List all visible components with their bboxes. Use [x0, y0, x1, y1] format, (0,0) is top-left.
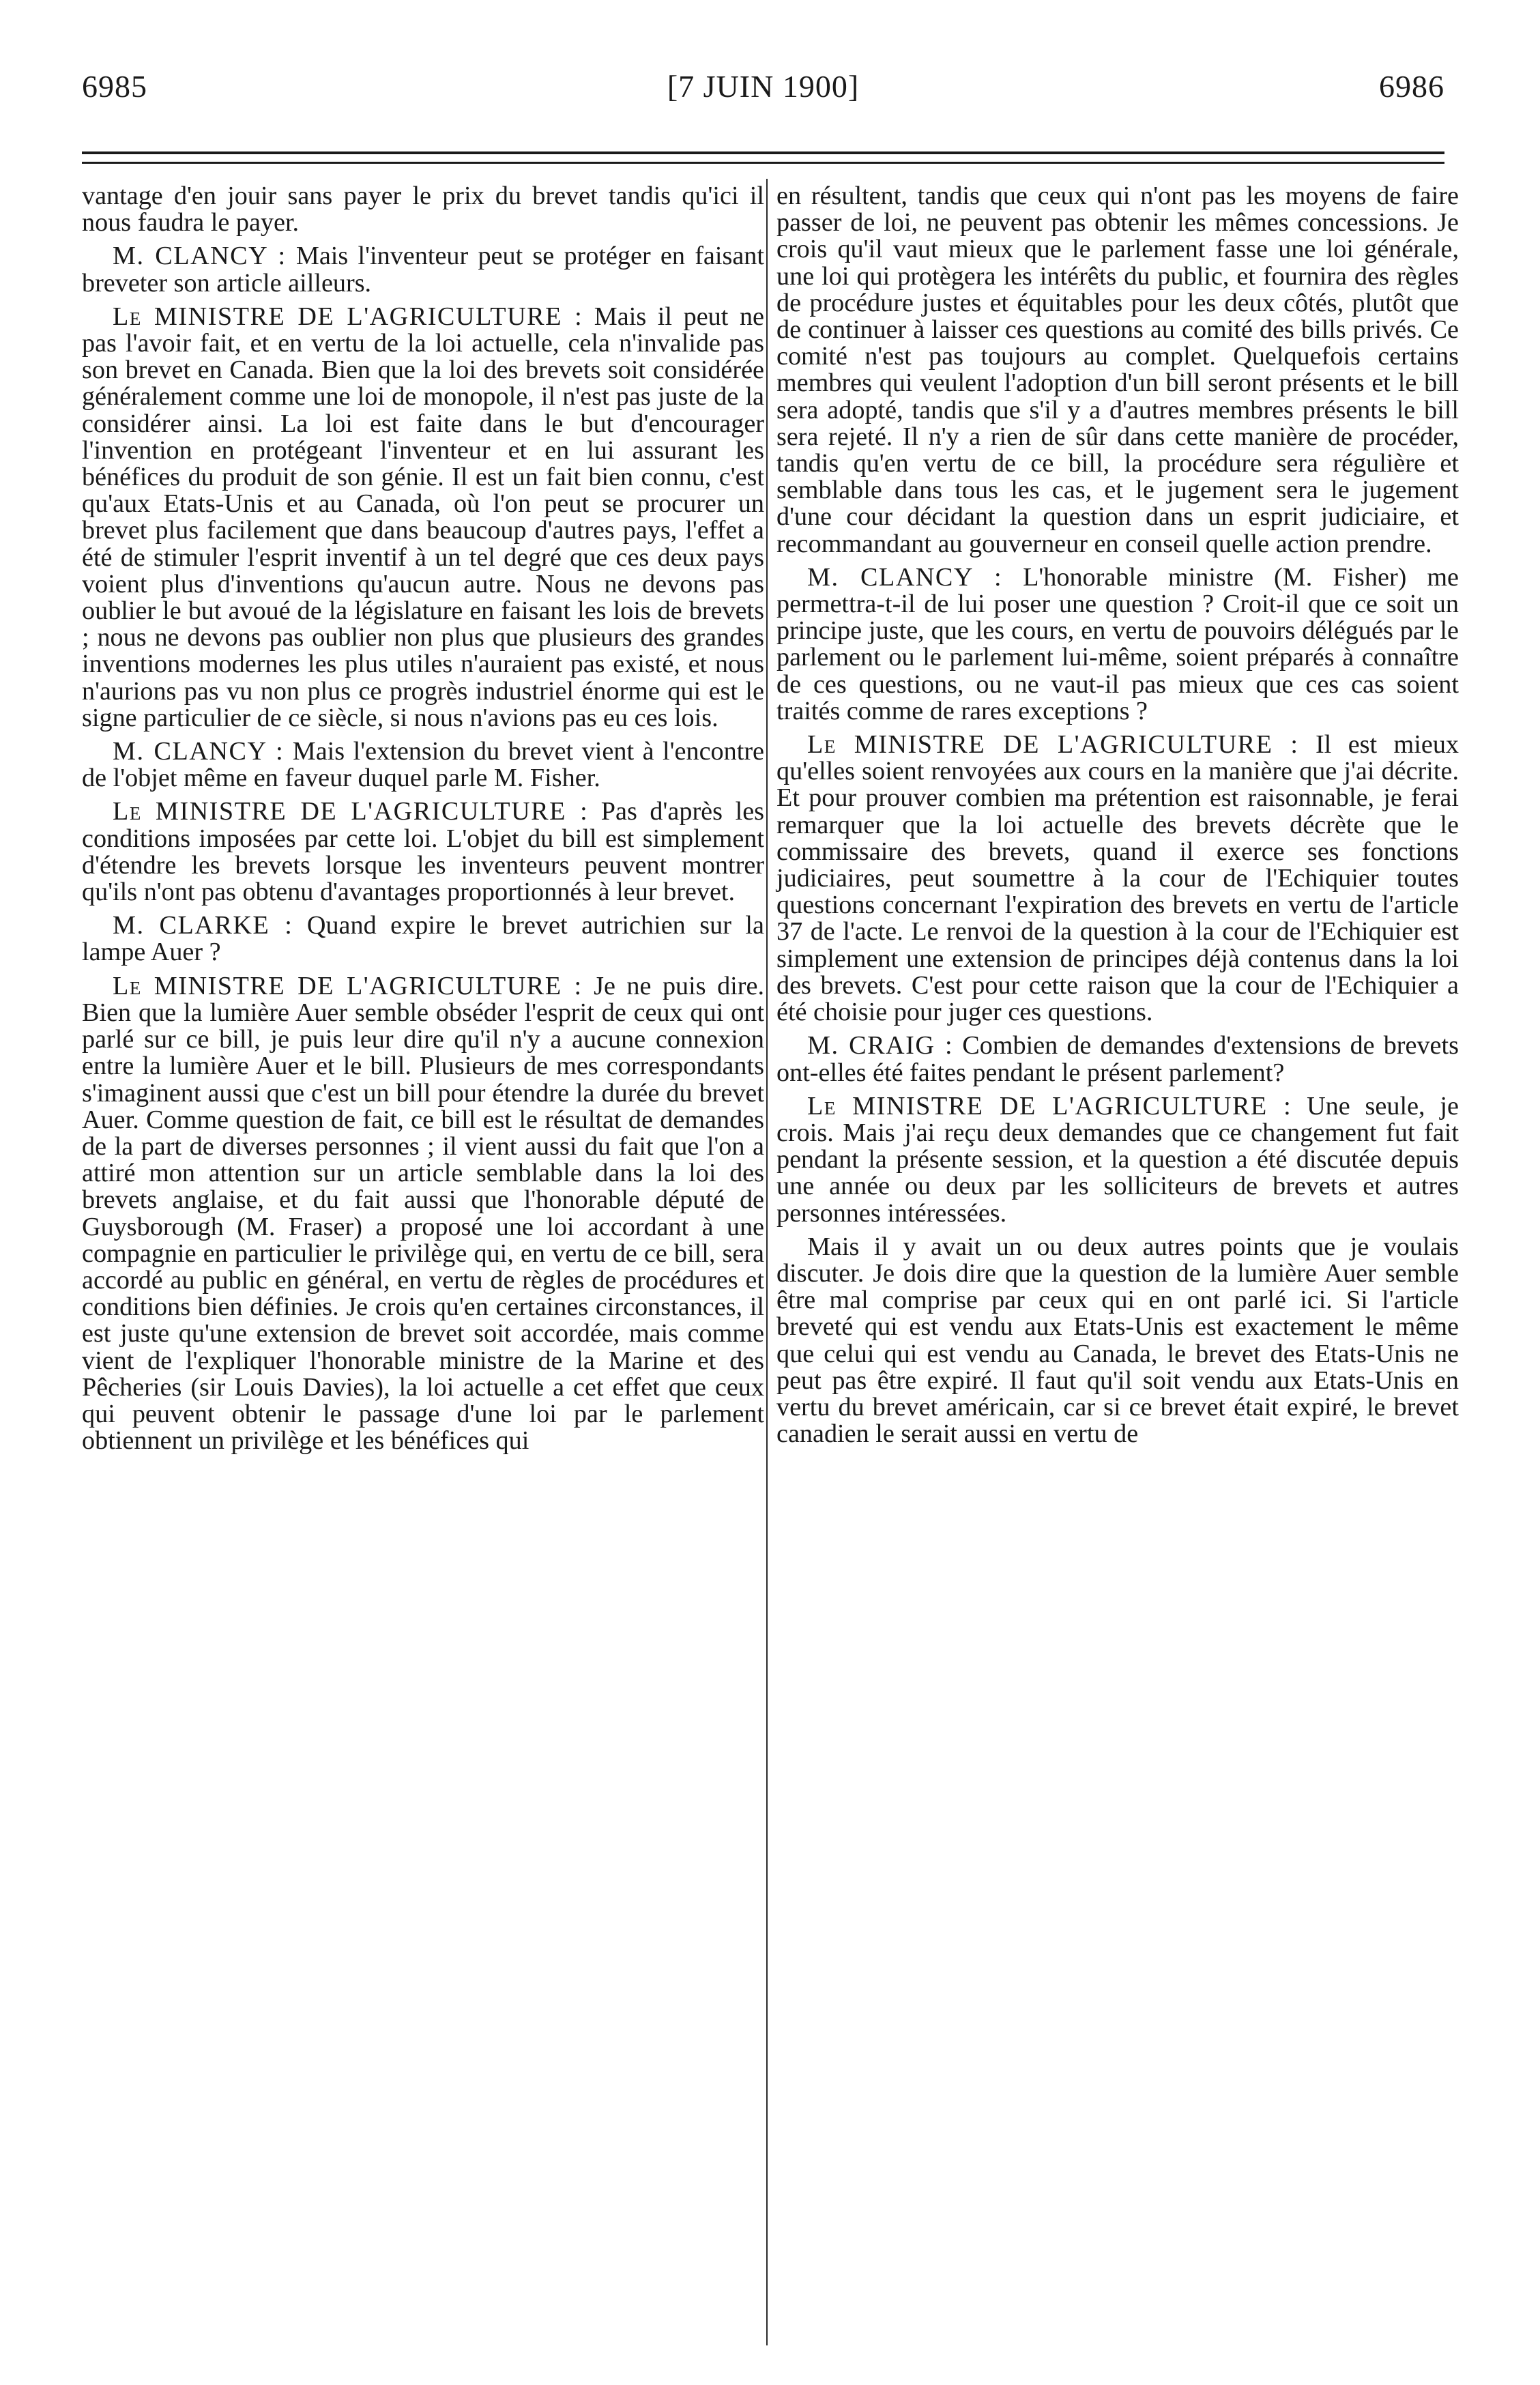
- paragraph: [776, 183, 1459, 558]
- paragraph-text: Mais il peut ne pas l'avoir fait, et en vertu de la loi actuelle, cela n'invalide pas son brevet en Canada. Bien que la loi des brevets soit considérée généralement comme une loi de monopole, il n'est pas juste de la considérer ainsi. La loi est faite dans le but d'encourager l'invention en protégeant l'inventeur et en lui assurant les bénéfices du produit de son génie. Il est un fait bien connu, c'est qu'aux Etats-Unis et au Canada, où l'on peut se procurer un brevet plus facilement que dans beaucoup d'autres pays, l'effet a été de stimuler l'esprit inventif à un tel degré que ces deux pays voient plus d'inventions qu'aucun autre. Nous ne devons pas oublier le but avoué de la législature en faisant les lois de brevets ; nous ne devons pas oublier non plus que plusieurs des grandes inventions modernes les plus utiles n'auraient pas existé, et nous n'aurions pas vu non plus ce progrès industriel énorme qui est le signe particulier de ce siècle, si nous n'avions pas eu ces lois.: [82, 302, 765, 732]
- speaker-name: M. CLANCY :: [113, 242, 287, 271]
- right-page-number: 6986: [1379, 69, 1444, 104]
- paragraph-text: Il est mieux qu'elles soient renvoyées aux cours en la manière que j'ai décrite. Et pour prouver combien ma prétention est raisonnable, je ferai remarquer que la loi actuelle des brevets décrète que le commissaire des brevets, quand il exerce ses fonctions judiciaires, peut soumettre à la cour de l'Echiquier toutes questions concernant l'expiration des brevets en vertu de l'article 37 de l'acte. Le renvoi de la question à la cour de l'Echiquier est simplement une extension de principes déjà contenus dans la loi des brevets. C'est pour cette raison que la cour de l'Echiquier a été choisie pour juger ces questions.: [776, 730, 1459, 1027]
- header-rule-bottom: [82, 162, 1444, 164]
- paragraph-text: Mais l'extension du brevet vient à l'encontre de l'objet même en faveur duquel parle M. Fisher.: [82, 737, 764, 793]
- speaker-name: M. CLARKE :: [113, 911, 293, 940]
- paragraph-text: Pas d'après les conditions imposées par cette loi. L'objet du bill est simplement d'étendre les brevets lorsque les inventeurs peuvent montrer qu'ils n'ont pas obtenu d'avantages proportionnés à leur brevet.: [82, 797, 765, 907]
- column-divider: [766, 179, 768, 2345]
- paragraph-text: en résultent, tandis que ceux qui n'ont pas les moyens de faire passer de loi, ne peuvent pas obtenir les mêmes concessions. Je crois qu'il vaut mieux que le parlement fasse une loi générale, une loi qui protègera les intérêts du public, et fournira des règles de procédure justes et équitables pour les deux côtés, plutôt que de continuer à laisser ces questions au comité des bills privés. Ce comité n'est pas toujours au complet. Quelquefois certains membres qui veulent l'adoption d'un bill seront présents et le bill sera adopté, tandis que s'il y a d'autres membres présents le bill sera rejeté. Il n'y a rien de sûr dans cette manière de procéder, tandis qu'en vertu de ce bill, la procédure sera régulière et semblable dans tous les cas, et le jugement sera le jugement d'une cour décidant la question dans un esprit judiciaire, et recommandant au gouverneur en conseil quelle action prendre.: [776, 182, 1459, 558]
- paragraph: [82, 738, 764, 792]
- paragraph: [776, 732, 1459, 1026]
- paragraph-text: Quand expire le brevet autrichien sur la lampe Auer ?: [82, 911, 764, 967]
- paragraph-text: Mais l'inventeur peut se protéger en faisant breveter son article ailleurs.: [82, 242, 764, 298]
- header-date: [7 JUIN 1900]: [667, 69, 860, 104]
- paragraph-text: Je ne puis dire. Bien que la lumière Auer semble obséder l'esprit de ceux qui ont parlé sur ce bill, je puis leur dire qu'il n'y a aucune connexion entre la lumière Auer et le bill. Plusieurs de mes correspondants s'imaginent aussi que c'est un bill pour étendre la durée du brevet Auer. Comme question de fait, ce bill est le résultat de demandes de la part de diverses personnes ; il vient aussi du fait que l'on a attiré mon attention sur un article semblable dans la loi des brevets anglaise, et du fait aussi que l'honorable député de Guysborough (M. Fraser) a proposé une loi accordant à une compagnie en particulier le privilège qui, en vertu de ce bill, sera accordé au public en général, en vertu de règles de procédures et conditions bien définies. Je crois qu'en certaines circonstances, il est juste qu'une extension de brevet soit accordée, mais comme vient de l'expliquer l'honorable ministre de la Marine et des Pêcheries (sir Louis Davies), la loi actuelle a cet effet que ceux qui peuvent obtenir le passage d'une loi par le parlement obtiennent un privilège et les bénéfices qui: [82, 971, 764, 1456]
- paragraph: [776, 1032, 1459, 1086]
- speaker-name: Le MINISTRE DE L'AGRICULTURE :: [113, 971, 583, 1000]
- left-column: [82, 183, 764, 1461]
- paragraph: [776, 564, 1459, 725]
- paragraph: [82, 183, 764, 236]
- paragraph: [776, 1234, 1459, 1448]
- paragraph: [776, 1093, 1459, 1227]
- speaker-name: Le MINISTRE DE L'AGRICULTURE :: [113, 797, 589, 826]
- paragraph: [82, 798, 764, 906]
- speaker-name: Le MINISTRE DE L'AGRICULTURE :: [113, 302, 583, 331]
- paragraph-text: Mais il y avait un ou deux autres points que je voulais discuter. Je dois dire que la question de la lumière Auer semble être mal comprise par ceux qui en ont parlé ici. Si l'article breveté qui est vendu aux Etats-Unis est exactement le même que celui qui est vendu au Canada, le brevet des Etats-Unis ne peut pas être expiré. Il faut qu'il soit vendu aux Etats-Unis en vertu du brevet américain, car si ce brevet était expiré, le brevet canadien le serait aussi en vertu de: [776, 1232, 1459, 1449]
- paragraph-text: Une seule, je crois. Mais j'ai reçu deux demandes que ce changement fut fait pendant la présente session, et la question a été discutée depuis une année ou deux par les solliciteurs de brevets et autres personnes intéressées.: [776, 1091, 1459, 1228]
- paragraph: [82, 912, 764, 966]
- speaker-name: M. CRAIG :: [807, 1031, 954, 1060]
- paragraph: [82, 243, 764, 296]
- header-rule-top: [82, 151, 1444, 154]
- right-column: [776, 183, 1459, 1454]
- paragraph-text: L'honorable ministre (M. Fisher) me permettra-t-il de lui poser une question ? Croit-il que ce soit un principe juste, que les cours, en vertu de pouvoirs délégués par le parlement ou le parlement lui-même, soient préparés à connaître de ces questions, ou ne vaut-il pas mieux que ces cas soient traités comme de rares exceptions ?: [776, 562, 1459, 725]
- left-page-number: 6985: [82, 69, 147, 104]
- paragraph-text: vantage d'en jouir sans payer le prix du brevet tandis qu'ici il nous faudra le payer.: [82, 182, 764, 237]
- paragraph: [82, 973, 764, 1455]
- speaker-name: M. CLANCY :: [113, 737, 285, 766]
- page-header: [82, 68, 1444, 116]
- speaker-name: Le MINISTRE DE L'AGRICULTURE :: [807, 1091, 1292, 1121]
- paragraph: [82, 304, 764, 732]
- speaker-name: Le MINISTRE DE L'AGRICULTURE :: [807, 730, 1299, 760]
- paragraph-text: Combien de demandes d'extensions de brevets ont-elles été faites pendant le présent parlement?: [776, 1031, 1459, 1087]
- speaker-name: M. CLANCY :: [807, 562, 1003, 592]
